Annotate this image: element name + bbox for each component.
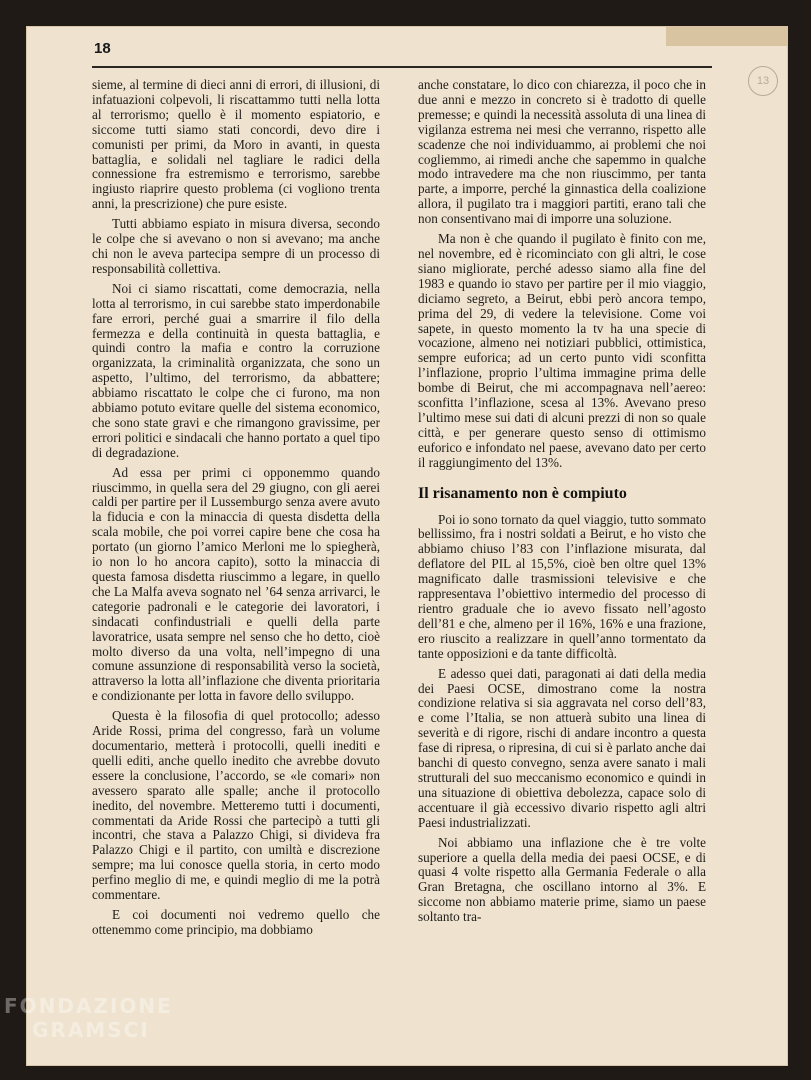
right-column [418,78,706,930]
archive-watermark [4,994,173,1042]
paragraph: Ad essa per primi ci opponemmo quando riuscimmo, in quella sera del 29 giugno, con gli aerei caldi per partire per il Lussemburgo senza avere avuto la fiducia e con la minaccia di questa disdetta della scala mobile, che poi vorrei capire bene che cosa ha portato (un giorno l’amico Merloni me lo spiegherà, io non lo ho ancora capito), sotto la minaccia di questa famosa disdetta riuscimmo a legare, in quello che La Malfa aveva sognato nel ’64 senza arrivarci, le categorie padronali e le categorie dei lavoratori, i sindacati confindustriali e quelli della parte lavoratrice, usata sempre nel senso che ho detto, cioè molto diverso da una volta, nell’impegno di una comune assunzione di responsabilità verso la società, attraverso la lotta all’inflazione che diventa prioritaria e condizionante per lotta in favore dello sviluppo. [92,464,380,704]
paragraph: anche constatare, lo dico con chiarezza, il poco che in due anni e mezzo in concreto si è tradotto di quelle premesse; e quindi la necessità assoluta di una linea di vigilanza estrema nei mesi che verranno, rispetto alle scadenze che noi individuammo, ai problemi che noi cogliemmo, ai rimedi anche che sapemmo in qualche modo intravedere ma che non riuscimmo, per tanta parte, a imporre, perché la ginnastica della coalizione allora, il pugilato tra i maggiori partiti, erano tali che non consentivano mai di imporre una soluzione. [418,77,706,227]
paragraph: E adesso quei dati, paragonati ai dati della media dei Paesi OCSE, dimostrano come la nostra condizione relativa si sia aggravata nel corso dell’83, e come l’Italia, se non attuerà subito una linea di severità e di rigore, rischi di andare incontro a questa fase di ripresa, o ripresina, di cui si è parlato anche dai banchi di questo convegno, senza avere sanato i mali strutturali del suo meccanismo economico e quindi in una situazione di obiettiva debolezza, capace solo di accentuare il già eccessivo divario rispetto agli altri Paesi industrializzati. [418,665,706,830]
paragraph: Ma non è che quando il pugilato è finito con me, nel novembre, ed è ricominciato con gli altri, le cose siano migliorate, perché adesso siamo alla fine del 1983 e quando io stavo per partire per il mio viaggio, diciamo segreto, a Beirut, ebbi però ancora tempo, prima del 29, di vedere la televisione. Come voi sapete, in questo momento la tv ha una specie di vocazione, almeno nei notiziari pubblici, ottimistica, sempre euforica; ad un certo punto vidi sconfitta l’inflazione, proprio l’ultima immagine prima delle bombe di Beirut, che mi accompagnava nell’aereo: sconfitta l’inflazione, scesa al 13%. Avevano preso l’ultimo mese sui dati di alcuni prezzi di non so quale città, e per generare questo senso di ottimismo euforico e infondato nel paese, avevano dato per certo il raggiungimento del 13%. [418,231,706,470]
paragraph: sieme, al termine di dieci anni di errori, di illusioni, di infatuazioni colpevoli, li riscattammo tutti nella lotta al terrorismo; quello è il momento espiatorio, e siccome tutti siamo stati concordi, devo dire i comunisti per primi, da Moro in avanti, in questa battaglia, e solidali nel tagliare le radici della connessione fra estremismo e terrorismo, sarebbe ingiusto riaprire questo problema (ci vogliono trenta anni, la prescrizione) che pure esiste. [92,77,380,212]
paragraph: E coi documenti noi vedremo quello che ottenemmo come principio, ma dobbiamo [92,906,380,937]
torn-corner [666,26,788,46]
document-page [26,26,788,1066]
watermark-line-2: GRAMSCI [32,1018,150,1042]
paragraph: Poi io sono tornato da quel viaggio, tutto sommato bellissimo, fra i nostri soldati a Beirut, e ho visto che abbiamo chiuso l’83 con l’inflazione misurata, dal deflatore del PIL al 15,5%, cioè ben oltre quel 13% magnificato dalle trasmissioni televisive e che rappresentava l’obiettivo intermedio del processo di rientro graduale che io avevo fissato nell’agosto dell’81 e che, almeno per il 16%, 16% e una frazione, ero riuscito a realizzare in quell’anno tormentato da tante opposizioni e da tante difficoltà. [418,511,706,661]
header-rule [92,66,712,68]
section-heading: Il risanamento non è compiuto [418,484,627,502]
left-column [92,78,380,943]
paragraph: Noi ci siamo riscattati, come democrazia, nella lotta al terrorismo, in cui sarebbe stato imperdonabile fare errori, perché guai a smarrire il filo della fermezza e della continuità in questa battaglia, e quindi contro la mafia e contro la corruzione organizzata, la criminalità organizzata, che sono un aspetto, l’ultimo, del terrorismo, da abbattere; abbiamo riscattato le colpe che ci furono, ma non abbiamo potuto evitare quelle del sistema economico, che sono state gravi e che rimangono gravissime, per errori politici e sindacali che hanno portato a quel tipo di degradazione. [92,280,380,460]
paragraph: Noi abbiamo una inflazione che è tre volte superiore a quella della media dei paesi OCSE, e di quasi 4 volte rispetto alla Germania Federale o alla Gran Bretagna, che oscillano intorno al 3%. E siccome non abbiamo materie prime, siamo un paese soltanto tra- [418,834,706,925]
paragraph: Questa è la filosofia di quel protocollo; adesso Aride Rossi, prima del congresso, farà un volume documentario, metterà i protocolli, quelli inediti e quelli editi, anche quello inedito che avrebbe dovuto essere la conclusione, l’accordo, se «le comari» non avessero sparato alle spalle; anche il protocollo inedito, del novembre. Metteremo tutti i documenti, commentati da Aride Rossi che partecipò a tutti gli incontri, che stava a Palazzo Chigi, si divideva fra Palazzo Chigi e il partito, con umiltà e discrezione sempre; ma lui conosce quella storia, in certo modo perfino meglio di me, e quindi meglio di me la potrà commentare. [92,708,380,903]
watermark-line-1: FONDAZIONE [4,994,173,1018]
page-number: 18 [94,40,111,57]
archive-stamp: 13 [748,66,778,96]
paragraph: Tutti abbiamo espiato in misura diversa, secondo le colpe che si avevano o non si avevano; ma anche chi non le aveva partecipa sempre di un processo di responsabilità collettiva. [92,216,380,276]
